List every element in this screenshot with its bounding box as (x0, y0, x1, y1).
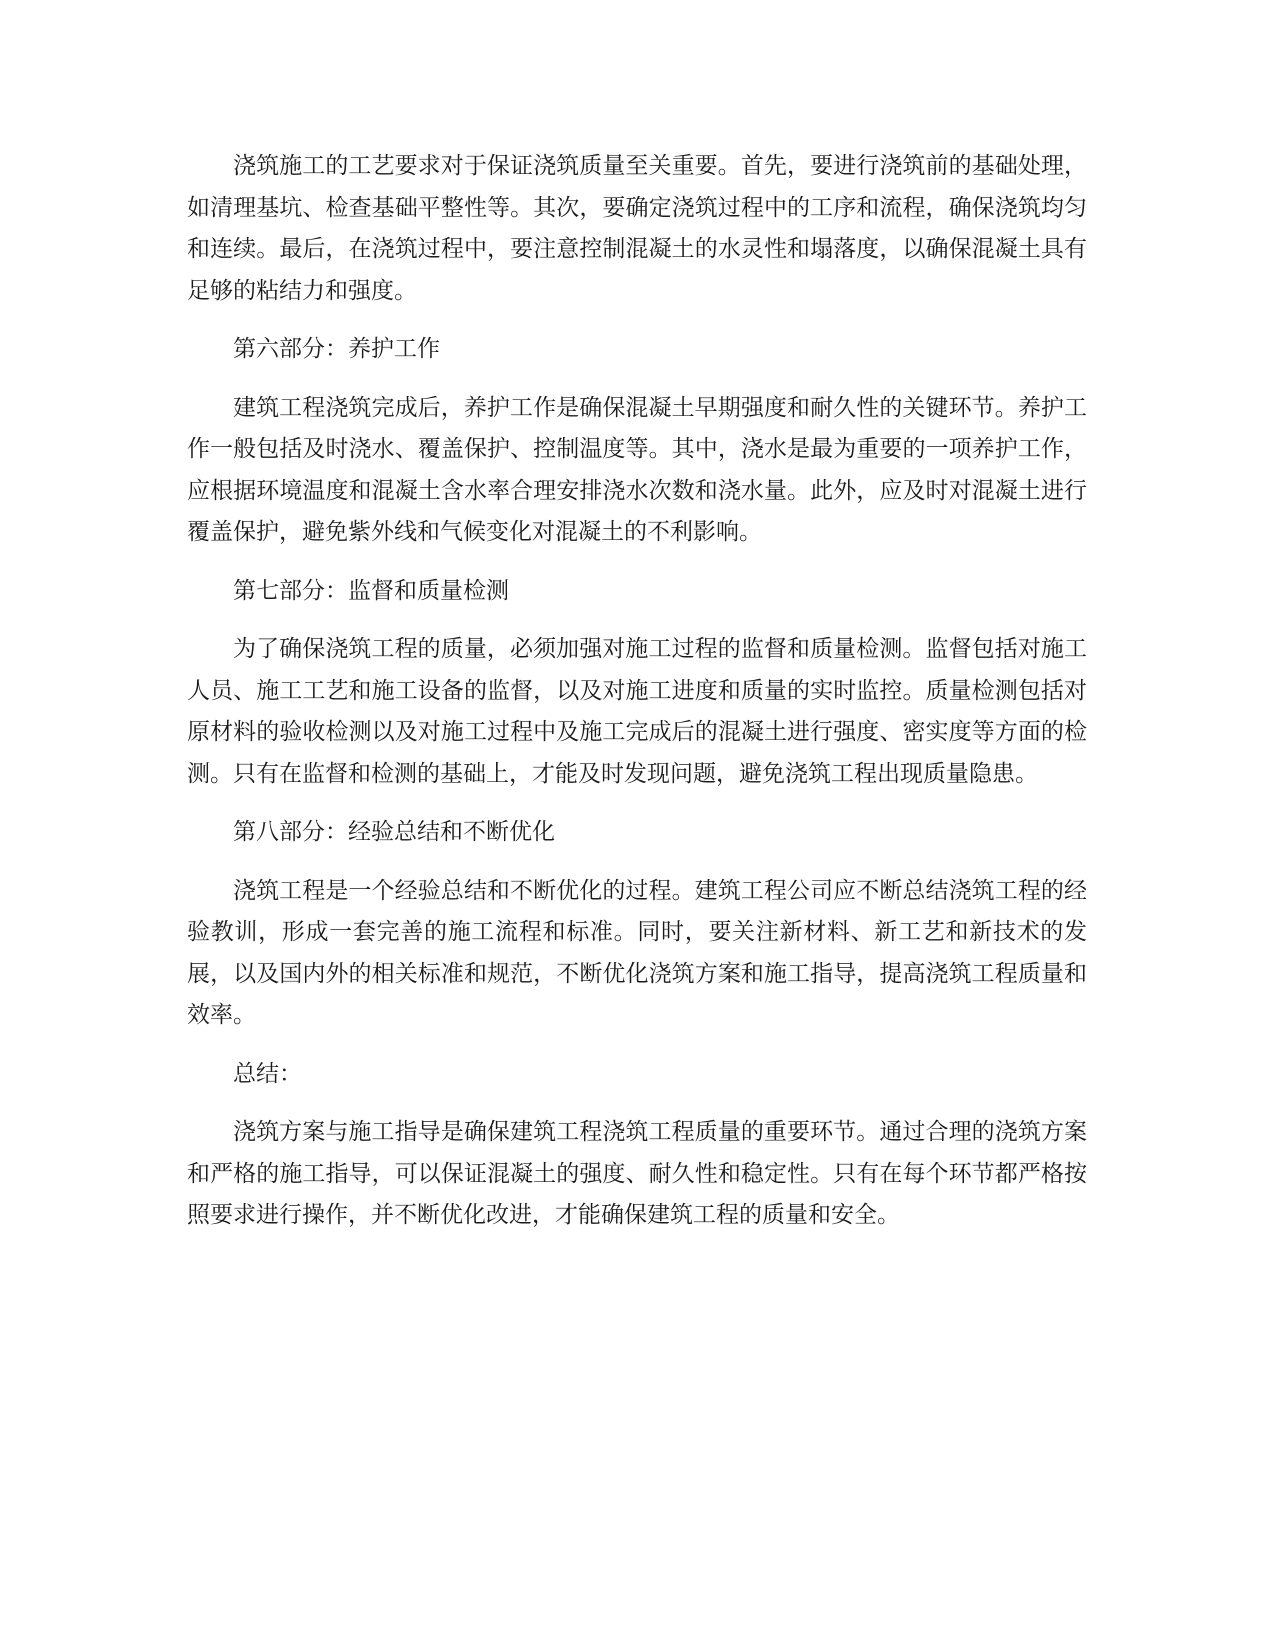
section-heading-curing: 第六部分：养护工作 (233, 336, 440, 362)
section-heading-summary: 总结： (233, 1060, 302, 1087)
paragraph-process-requirements: 浇筑施工的工艺要求对于保证浇筑质量至关重要。首先，要进行浇筑前的基础处理，如清理基坑、检查基础平整性等。其次，要确定浇筑过程中的工序和流程，确保浇筑均匀和连续。最后，在浇筑过程中，要注意控制混凝土的水灵性和塌落度，以确保混凝土具有足够的粘结力和强度。 (187, 153, 1087, 304)
document-body (187, 146, 1087, 1237)
section-heading-experience: 第八部分：经验总结和不断优化 (233, 819, 555, 845)
paragraph-experience: 浇筑工程是一个经验总结和不断优化的过程。建筑工程公司应不断总结浇筑工程的经验教训，形成一套完善的施工流程和标准。同时，要关注新材料、新工艺和新技术的发展，以及国内外的相关标准和规范，不断优化浇筑方案和施工指导，提高浇筑工程质量和效率。 (187, 877, 1087, 1028)
paragraph-supervision: 为了确保浇筑工程的质量，必须加强对施工过程的监督和质量检测。监督包括对施工人员、施工工艺和施工设备的监督，以及对施工进度和质量的实时监控。质量检测包括对原材料的验收检测以及对施工过程中及施工完成后的混凝土进行强度、密实度等方面的检测。只有在监督和检测的基础上，才能及时发现问题，避免浇筑工程出现质量隐患。 (187, 636, 1087, 787)
paragraph-curing: 建筑工程浇筑完成后，养护工作是确保混凝土早期强度和耐久性的关键环节。养护工作一般包括及时浇水、覆盖保护、控制温度等。其中，浇水是最为重要的一项养护工作，应根据环境温度和混凝土含水率合理安排浇水次数和浇水量。此外，应及时对混凝土进行覆盖保护，避免紫外线和气候变化对混凝土的不利影响。 (187, 394, 1087, 545)
paragraph-summary: 浇筑方案与施工指导是确保建筑工程浇筑工程质量的重要环节。通过合理的浇筑方案和严格的施工指导，可以保证混凝土的强度、耐久性和稳定性。只有在每个环节都严格按照要求进行操作，并不断优化改进，才能确保建筑工程的质量和安全。 (187, 1119, 1087, 1228)
section-heading-supervision: 第七部分：监督和质量检测 (233, 577, 509, 604)
